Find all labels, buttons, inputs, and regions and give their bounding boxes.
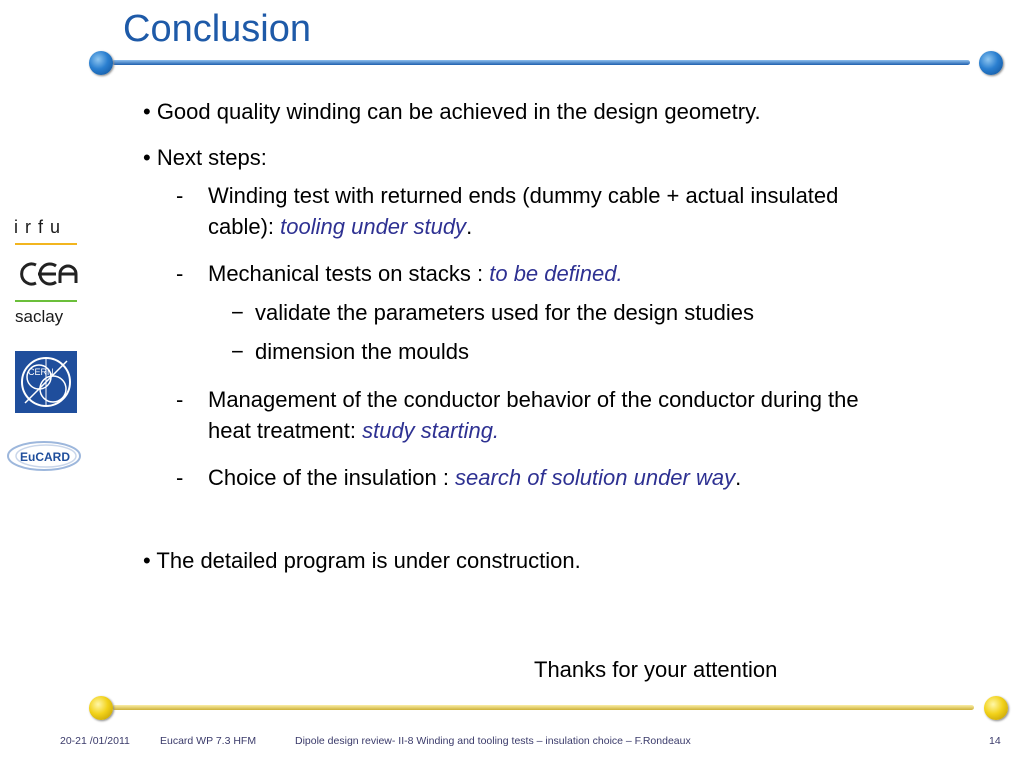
saclay-logo-text: saclay <box>15 307 64 326</box>
thanks-text: Thanks for your attention <box>534 657 778 682</box>
item-management-marker: - <box>176 387 184 412</box>
sub-validate: validate the parameters used for the design studies <box>255 300 754 325</box>
item-winding-marker: - <box>176 183 184 208</box>
irfu-underline <box>15 243 77 245</box>
bullet-detailed-program: • The detailed program is under construction. <box>143 548 581 573</box>
item-mechanical: Mechanical tests on stacks : to be defined. <box>208 261 623 286</box>
irfu-logo-text: irfu <box>14 217 68 237</box>
top-left-ball <box>89 51 113 75</box>
item-management-line2: heat treatment: study starting. <box>208 418 500 443</box>
item-insulation: Choice of the insulation : search of solution under way. <box>208 465 742 490</box>
page-number: 14 <box>989 735 1001 747</box>
status-tooling: tooling under study <box>280 214 467 239</box>
eucard-logo <box>6 439 82 473</box>
bullet-good-quality: • Good quality winding can be achieved in the design geometry. <box>143 99 761 124</box>
cern-logo <box>15 351 77 413</box>
item-winding-line2: cable): tooling under study. <box>208 214 473 239</box>
status-insulation: search of solution under way <box>455 465 736 490</box>
item-insulation-marker: - <box>176 465 184 490</box>
cea-logo <box>14 258 78 290</box>
slide-title: Conclusion <box>123 8 311 50</box>
bottom-divider <box>112 705 974 710</box>
svg-text:CERN: CERN <box>28 367 54 377</box>
sub-validate-marker: − <box>231 300 244 325</box>
sub-moulds-marker: − <box>231 339 244 364</box>
eucard-swoosh-icon <box>6 439 82 473</box>
item-winding-line1: Winding test with returned ends (dummy cable + actual insulated <box>208 183 839 208</box>
bottom-left-ball <box>89 696 113 720</box>
svg-text:EuCARD: EuCARD <box>20 450 70 464</box>
footer-event: Eucard WP 7.3 HFM <box>160 735 257 747</box>
top-divider <box>112 60 970 65</box>
saclay-topline <box>15 300 77 302</box>
bullet-next-steps: • Next steps: <box>143 145 267 170</box>
top-right-ball <box>979 51 1003 75</box>
item-management-line1: Management of the conductor behavior of the conductor during the <box>208 387 859 412</box>
sub-moulds: dimension the moulds <box>255 339 470 364</box>
status-mechanical: to be defined. <box>489 261 623 286</box>
cern-emblem-icon <box>15 351 77 413</box>
status-management: study starting. <box>362 418 500 443</box>
bottom-right-ball <box>984 696 1008 720</box>
footer-date: 20-21 /01/2011 <box>60 735 130 747</box>
item-mechanical-marker: - <box>176 261 184 286</box>
footer-description: Dipole design review- II-8 Winding and tooling tests – insulation choice – F.Rondeaux <box>295 735 691 747</box>
